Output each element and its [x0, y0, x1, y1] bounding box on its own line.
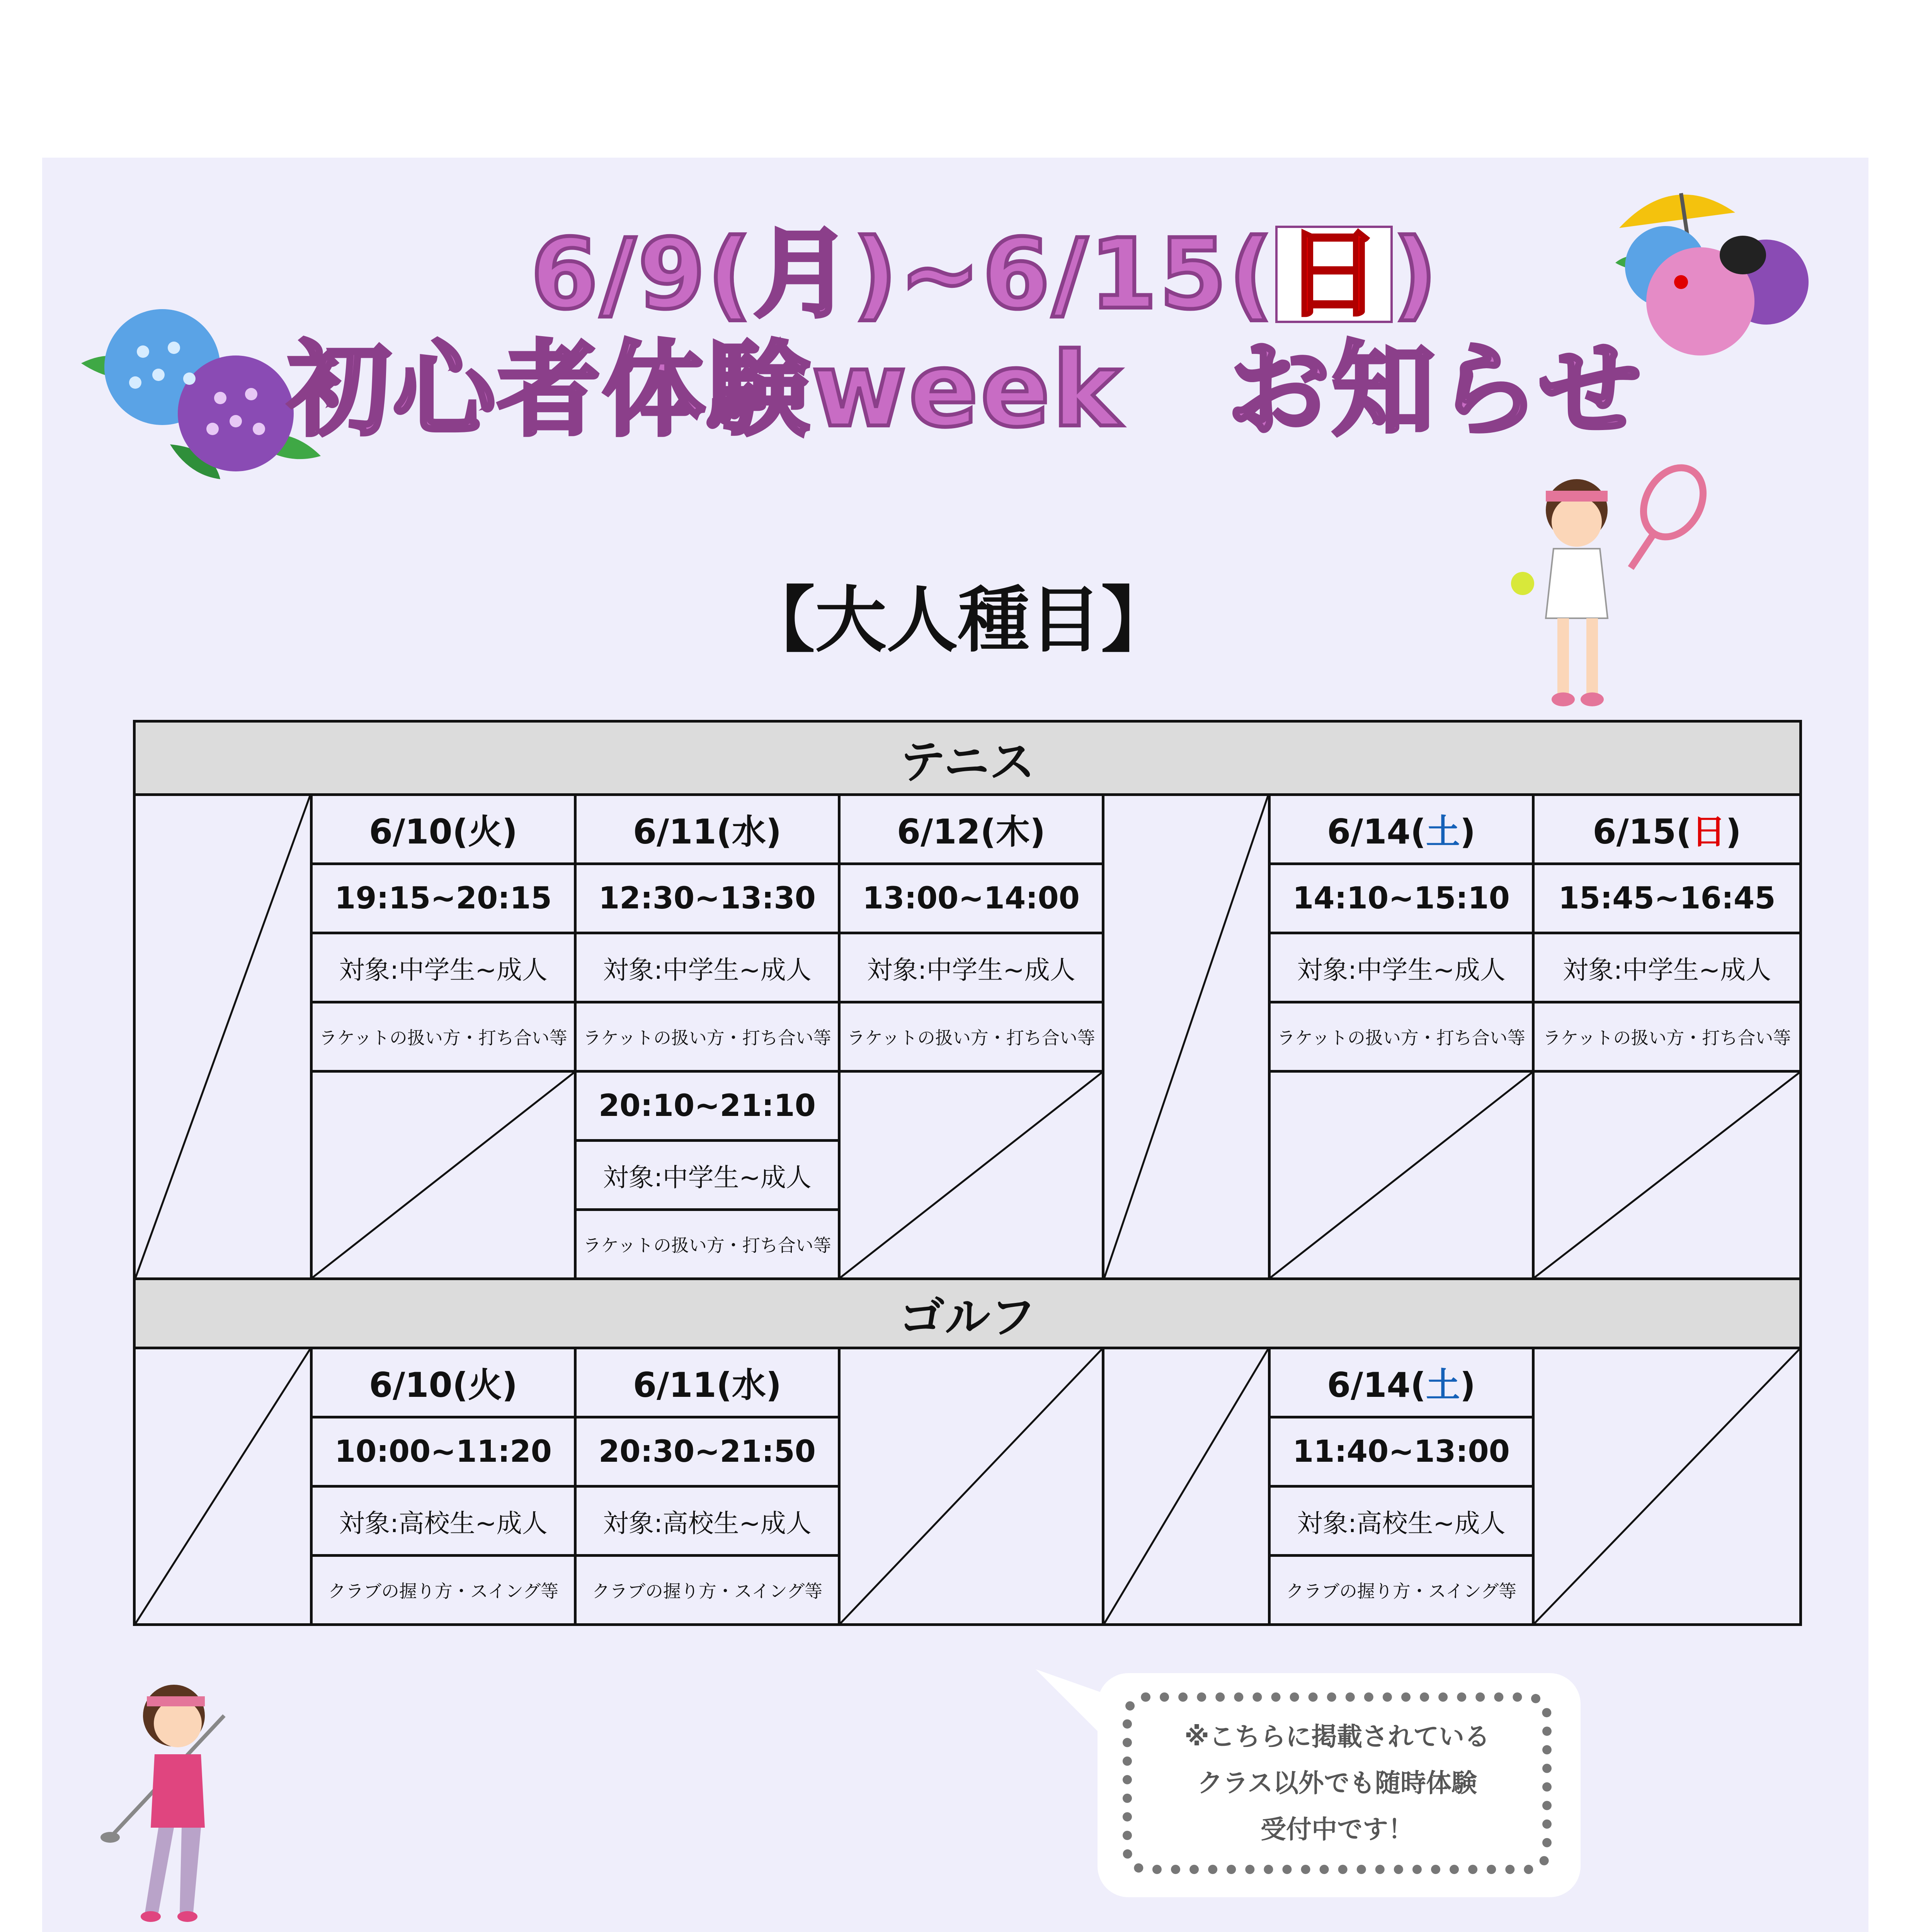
tennis-note: ラケットの扱い方・打ち合い等: [1269, 1002, 1533, 1071]
tennis-date: 6/12(木): [839, 795, 1103, 864]
diagonal-line: [1271, 1073, 1532, 1277]
tennis-note: ラケットの扱い方・打ち合い等: [575, 1002, 839, 1071]
tennis-target: 対象:中学生~成人: [575, 1141, 839, 1210]
diagonal-line: [136, 796, 310, 1277]
section-title: 【大人種目】: [744, 578, 1172, 662]
empty-cell: [839, 1071, 1103, 1279]
golf-header: ゴルフ: [134, 1279, 1801, 1348]
golf-date: 6/10(火): [311, 1348, 575, 1417]
golf-date: 6/14(土): [1269, 1348, 1533, 1417]
tennis-time: 13:00~14:00: [839, 864, 1103, 933]
diagonal-line: [313, 1073, 574, 1277]
tennis-note: ラケットの扱い方・打ち合い等: [1533, 1002, 1801, 1071]
tennis-date: 6/14(土): [1269, 795, 1533, 864]
tennis-date: 6/11(水): [575, 795, 839, 864]
sunday-marker: 日: [1275, 226, 1393, 323]
tennis-target: 対象:中学生~成人: [1533, 933, 1801, 1002]
bubble-line: クラス以外でも随時体験: [1197, 1768, 1477, 1798]
tennis-note: ラケットの扱い方・打ち合い等: [575, 1210, 839, 1279]
tennis-target: 対象:中学生~成人: [311, 933, 575, 1002]
empty-cell: [1269, 1071, 1533, 1279]
tennis-time: 14:10~15:10: [1269, 864, 1533, 933]
golf-time: 10:00~11:20: [311, 1417, 575, 1486]
schedule-table: [133, 720, 1802, 1626]
golfer-illustration: [97, 1673, 274, 1928]
empty-cell: [311, 1071, 575, 1279]
empty-cell: [839, 1348, 1103, 1625]
tennis-note: ラケットの扱い方・打ち合い等: [839, 1002, 1103, 1071]
empty-cell: [134, 795, 311, 1279]
bubble-line: ※こちらに掲載されている: [1184, 1722, 1490, 1752]
tennis-target: 対象:中学生~成人: [839, 933, 1103, 1002]
event-dates: 6/9(月)~6/15(日): [531, 218, 1440, 330]
golf-note: クラブの握り方・スイング等: [575, 1556, 839, 1625]
tennis-time: 19:15~20:15: [311, 864, 575, 933]
diagonal-line: [841, 1349, 1102, 1623]
tennis-date: 6/15(日): [1533, 795, 1801, 864]
diagonal-line: [1104, 796, 1268, 1277]
golf-time: 20:30~21:50: [575, 1417, 839, 1486]
tennis-time: 15:45~16:45: [1533, 864, 1801, 933]
tennis-note: ラケットの扱い方・打ち合い等: [311, 1002, 575, 1071]
diagonal-line: [841, 1073, 1102, 1277]
golf-time: 11:40~13:00: [1269, 1417, 1533, 1486]
diagonal-line: [1535, 1073, 1799, 1277]
tennis-time: 20:10~21:10: [575, 1071, 839, 1141]
empty-cell: [134, 1348, 311, 1625]
tennis-time: 12:30~13:30: [575, 864, 839, 933]
golf-date: 6/11(水): [575, 1348, 839, 1417]
empty-cell: [1103, 1348, 1269, 1625]
golf-target: 対象:高校生~成人: [311, 1486, 575, 1556]
golf-note: クラブの握り方・スイング等: [1269, 1556, 1533, 1625]
tennis-target: 対象:中学生~成人: [1269, 933, 1533, 1002]
diagonal-line: [136, 1349, 310, 1623]
tennis-header: テニス: [134, 721, 1801, 795]
empty-cell: [1103, 795, 1269, 1279]
page-title: 初心者体験week お知らせ: [288, 331, 1644, 450]
empty-cell: [1533, 1071, 1801, 1279]
golf-note: クラブの握り方・スイング等: [311, 1556, 575, 1625]
diagonal-line: [1535, 1349, 1799, 1623]
tennis-target: 対象:中学生~成人: [575, 933, 839, 1002]
speech-bubble-text: [1123, 1692, 1552, 1874]
golf-target: 対象:高校生~成人: [575, 1486, 839, 1556]
diagonal-line: [1104, 1349, 1268, 1623]
empty-cell: [1533, 1348, 1801, 1625]
golf-target: 対象:高校生~成人: [1269, 1486, 1533, 1556]
bubble-line: 受付中です！: [1261, 1815, 1414, 1844]
tennis-date: 6/10(火): [311, 795, 575, 864]
